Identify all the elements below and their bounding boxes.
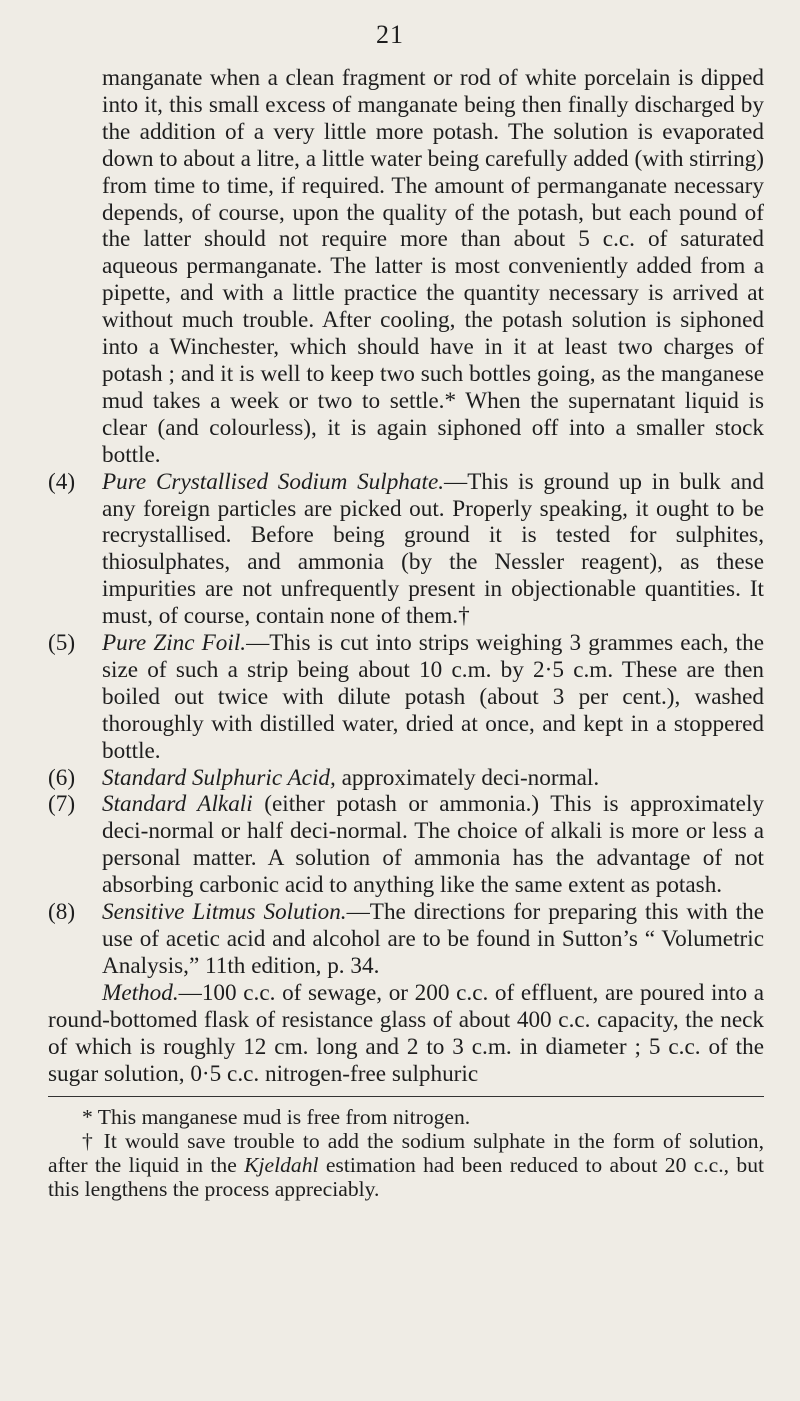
- item-title: Sensitive Litmus Solution.: [102, 899, 347, 926]
- item-body: [102, 899, 764, 980]
- item-number: (5): [48, 630, 76, 657]
- item-text: —This is cut into strips weighing 3 grammes each, the size of such a strip being about 10 c.m. by 2·5 c.m. These are then boiled out twice with dilute potash (about 3 per cent.), washed thoroughly with distilled water, dried at once, and kept in a stoppered bottle.: [102, 630, 764, 764]
- item-number: (4): [48, 468, 76, 495]
- item-title: Pure Zinc Foil.: [102, 630, 247, 657]
- item-text: (either potash or ammonia.) This is approximately deci-normal or half deci-normal. The choice of alkali is more or less a personal matter. A solution of ammonia has the advantage of not absorbing carbonic acid to anything like the same extent as potash.: [102, 791, 764, 899]
- list-item-4: [48, 469, 764, 630]
- item-body: [102, 630, 764, 765]
- item-title: Standard Alkali: [102, 791, 253, 818]
- method-text: —100 c.c. of sewage, or 200 c.c. of effluent, are poured into a round-bottomed flask of resistance glass of about 400 c.c. capacity, the neck of which is roughly 12 cm. long and 2 to 3 c.m. in diameter ; 5 c.c. of the sugar solution, 0·5 c.c. nitrogen-free sulphuric: [48, 979, 764, 1087]
- item-text: —This is ground up in bulk and any foreign particles are picked out. Properly speaking, it ought to be recrystallised. Before being ground it is tested for sulphites, thiosulphates, and ammonia (by the Nessler reagent), as these impurities are not unfrequently present in objectionable quantities. It must, of course, contain none of them.†: [102, 468, 764, 630]
- item-body: [102, 469, 764, 630]
- item-text: —The directions for preparing this with the use of acetic acid and alcohol are to be found in Sutton’s “ Volumetric Analysis,” 11th edition, p. 34.: [102, 899, 765, 979]
- continuation-paragraph: manganate when a clean fragment or rod of white porcelain is dipped into it, this small excess of manganate being then finally discharged by the addition of a very little more potash. The solution is evaporated down to about a litre, a little water being carefully added (with stirring) from time to time, if required. The amount of permanganate necessary depends, of course, upon the quality of the potash, but each pound of the latter should not require more than about 5 c.c. of saturated aqueous permanganate. The latter is most conveniently added from a pipette, and with a little practice the quantity necessary is arrived at without much trouble. After cooling, the potash solution is siphoned into a Winchester, which should have in it at least two charges of potash ; and it is well to keep two such bottles going, as the manganese mud takes a week or two to settle.* When the supernatant liquid is clear (and colourless), it is again siphoned off into a smaller stock bottle.: [102, 65, 764, 468]
- list-item-7: [48, 791, 764, 899]
- footnote-text: estimation had been reduced to about 20 c.c., but this lengthens the process appreciably.: [48, 1153, 764, 1202]
- item-number: (6): [48, 764, 76, 791]
- item-body: [102, 765, 764, 792]
- footnote-1: * This manganese mud is free from nitrogen.: [82, 1105, 471, 1130]
- item-title: Standard Sulphuric Acid,: [102, 764, 336, 791]
- item-title: Pure Crystallised Sodium Sulphate.: [102, 468, 445, 495]
- footnote-divider: [48, 1096, 764, 1097]
- method-label: Method.: [102, 979, 179, 1006]
- item-number: (8): [48, 899, 76, 926]
- footnote-italic: Kjeldahl: [244, 1153, 319, 1178]
- item-body: [102, 791, 764, 899]
- page-number: 21: [376, 20, 404, 49]
- list-item-5: [48, 630, 764, 765]
- item-number: (7): [48, 791, 76, 818]
- list-item-6: [48, 765, 764, 792]
- page-body: [48, 65, 764, 1201]
- method-paragraph: [48, 980, 764, 1088]
- footnote-text: † It would save trouble to add the sodium sulphate in the form of solution, after the liquid in the: [48, 1129, 764, 1178]
- item-text: approximately deci-normal.: [335, 764, 600, 791]
- list-item-8: [48, 899, 764, 980]
- footnote-2: [48, 1129, 764, 1201]
